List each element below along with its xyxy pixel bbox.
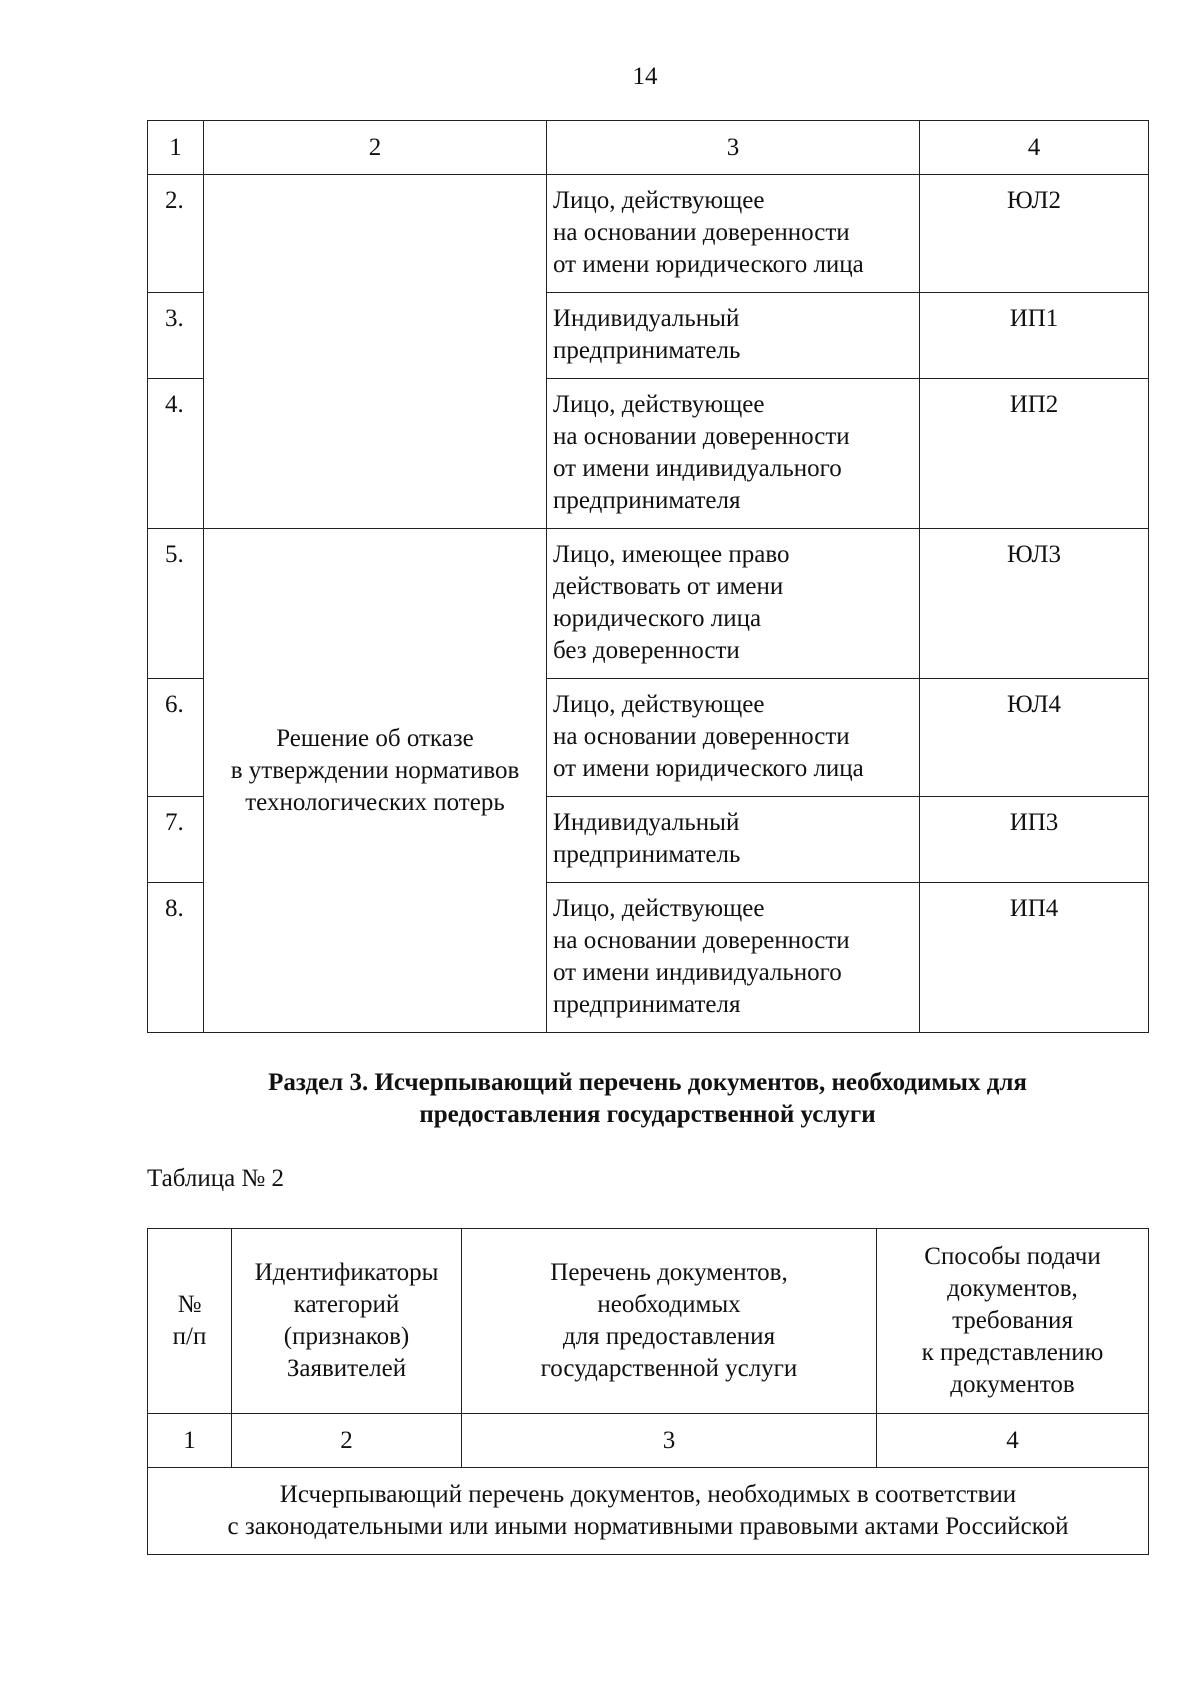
applicant-description: Лицо, действующее на основании доверенности от имени юридического лица	[547, 679, 920, 797]
row-number: 8.	[148, 883, 204, 1033]
row-number: 6.	[148, 679, 204, 797]
category-code: ЮЛ4	[920, 679, 1149, 797]
column-numbers-row	[148, 1414, 1149, 1468]
row-number: 7.	[148, 797, 204, 883]
applicant-categories-table	[147, 120, 1149, 1033]
page-number: 14	[632, 63, 658, 90]
empty-merged-cell	[204, 175, 547, 529]
applicant-description: Лицо, действующее на основании доверенности от имени индивидуального предпринимателя	[547, 379, 920, 529]
section-title: Раздел 3. Исчерпывающий перечень документов, необходимых для предоставления государственной услуги	[268, 1069, 1027, 1128]
column-number-2: 2	[232, 1414, 462, 1468]
applicant-description: Лицо, действующее на основании доверенности от имени юридического лица	[547, 175, 920, 293]
spanning-row	[148, 1468, 1149, 1555]
column-number-3: 3	[462, 1414, 877, 1468]
category-code: ИП3	[920, 797, 1149, 883]
category-code: ИП4	[920, 883, 1149, 1033]
applicant-description: Лицо, имеющее право действовать от имени юридического лица без доверенности	[547, 529, 920, 679]
table-header-row	[148, 121, 1149, 175]
column-number-1: 1	[148, 121, 204, 175]
table-label: Таблица № 2	[147, 1165, 285, 1192]
applicant-description: Лицо, действующее на основании доверенности от имени индивидуального предпринимателя	[547, 883, 920, 1033]
applicant-description: Индивидуальный предприниматель	[547, 797, 920, 883]
category-code: ЮЛ2	[920, 175, 1149, 293]
documents-table	[147, 1228, 1149, 1555]
row-number: 2.	[148, 175, 204, 293]
column-number-4: 4	[877, 1414, 1149, 1468]
category-code: ЮЛ3	[920, 529, 1149, 679]
row-number: 4.	[148, 379, 204, 529]
table-header-row	[148, 1229, 1149, 1414]
column-number-1: 1	[148, 1414, 232, 1468]
row-number: 3.	[148, 293, 204, 379]
category-code: ИП1	[920, 293, 1149, 379]
header-submission-methods: Способы подачи документов, требования к представлению документов	[877, 1229, 1149, 1414]
column-number-2: 2	[204, 121, 547, 175]
table-row	[148, 175, 1149, 293]
table-row	[148, 529, 1149, 679]
header-applicant-identifiers: Идентификаторы категорий (признаков) Заявителей	[232, 1229, 462, 1414]
header-item-number: № п/п	[148, 1229, 232, 1414]
category-code: ИП2	[920, 379, 1149, 529]
header-document-list: Перечень документов, необходимых для предоставления государственной услуги	[462, 1229, 877, 1414]
column-number-3: 3	[547, 121, 920, 175]
applicant-description: Индивидуальный предприниматель	[547, 293, 920, 379]
exhaustive-list-caption: Исчерпывающий перечень документов, необходимых в соответствии с законодательными или иными нормативными правовыми актами Российской	[148, 1468, 1149, 1555]
refusal-decision-cell: Решение об отказе в утверждении нормативов технологических потерь	[204, 529, 547, 1033]
column-number-4: 4	[920, 121, 1149, 175]
row-number: 5.	[148, 529, 204, 679]
